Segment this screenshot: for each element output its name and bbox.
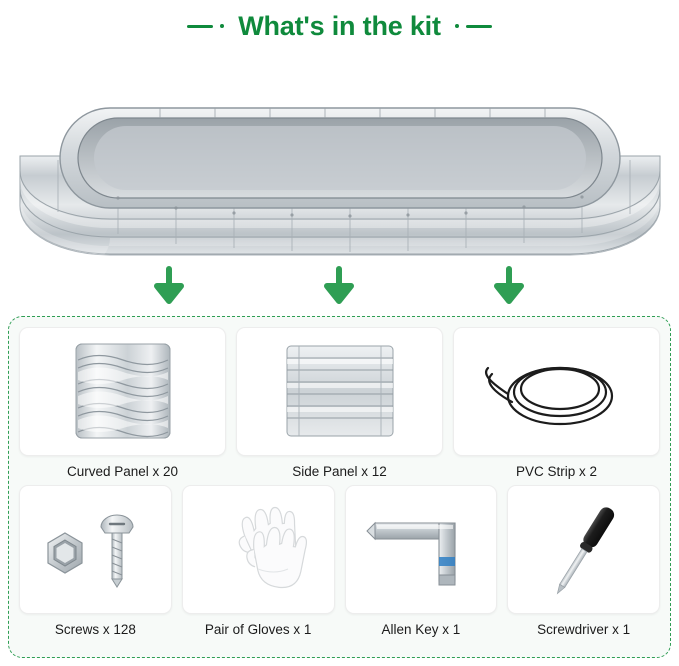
page-header [0,0,679,46]
kit-item-card [19,485,172,614]
page-title: What's in the kit [238,10,441,41]
right-decoration-icon [455,24,492,28]
kit-row-top [19,327,660,479]
kit-item-card [19,327,226,456]
kit-item-screws [19,485,172,637]
arrow-down-icon [489,266,529,306]
kit-item-label: Allen Key x 1 [381,622,461,637]
kit-item-label: Pair of Gloves x 1 [204,622,312,637]
kit-contents-panel [8,316,671,658]
screws-icon [25,495,165,605]
kit-item-allen-key [345,485,498,637]
left-decoration-icon [187,24,224,28]
arrow-row [0,258,679,310]
arrow-down-icon [319,266,359,306]
arrow-down-icon [149,266,189,306]
kit-item-label: PVC Strip x 2 [515,464,598,479]
kit-item-card [507,485,660,614]
kit-item-screwdriver [507,485,660,637]
kit-item-card [182,485,335,614]
screwdriver-icon [514,495,654,605]
allen-key-icon [351,495,491,605]
kit-row-bottom [19,485,660,637]
side-panel-icon [265,334,415,449]
pvc-strip-icon [472,334,642,449]
kit-item-label: Screws x 128 [54,622,136,637]
kit-item-card [236,327,443,456]
curved-panel-icon [48,334,198,449]
kit-item-label: Curved Panel x 20 [66,464,179,479]
kit-item-card [453,327,660,456]
kit-item-curved-panel [19,327,226,479]
hero-product-image [0,48,679,258]
kit-item-gloves [182,485,335,637]
kit-item-label: Screwdriver x 1 [537,622,631,637]
kit-item-card [345,485,498,614]
kit-item-side-panel [236,327,443,479]
gloves-icon [188,495,328,605]
kit-item-pvc-strip [453,327,660,479]
kit-item-label: Side Panel x 12 [292,464,387,479]
